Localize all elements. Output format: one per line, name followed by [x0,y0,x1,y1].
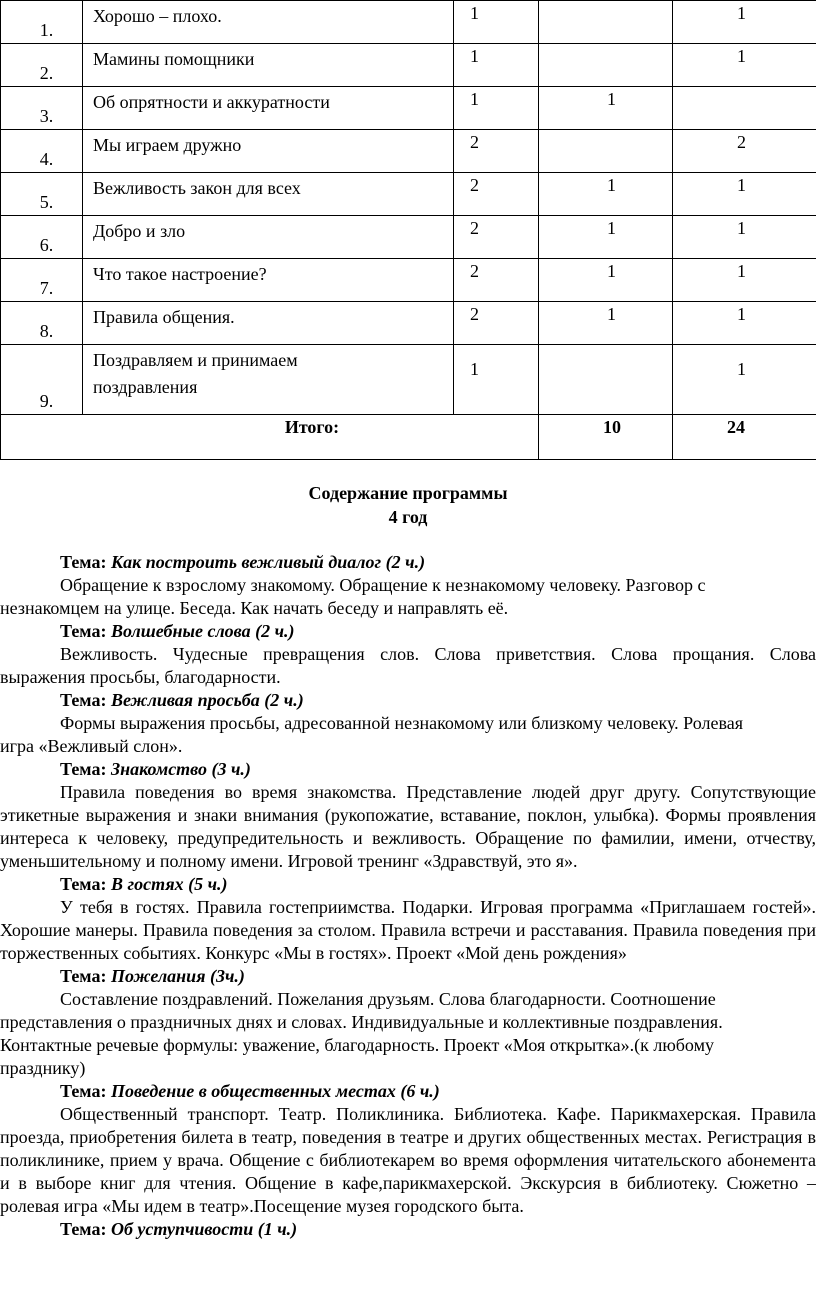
row-topic-cell [83,87,454,130]
row-number: 7. [39,278,54,298]
topic-prefix: Тема: [60,874,107,894]
topic-heading [0,1080,816,1103]
row-number-cell [1,259,83,302]
row-col4-cell [539,173,673,216]
row-col4-cell [539,302,673,345]
row-topic-line: Мы играем дружно [93,135,242,155]
topic-title: Пожелания (3ч.) [110,966,245,986]
row-col3-cell [454,345,539,415]
topic-title: Волшебные слова (2 ч.) [110,621,295,641]
row-col3-value: 2 [470,304,479,324]
row-col3-value: 2 [470,132,479,152]
topic-description-line: Формы выражения просьбы, адресованной незнакомому или близкому человеку. Ролевая [60,713,743,733]
row-topic-cell [83,345,454,415]
row-number-cell [1,216,83,259]
row-number-cell [1,173,83,216]
total-label-cell [1,415,539,460]
total-col5: 24 [727,417,745,437]
table-row [1,259,816,302]
program-table [0,0,816,460]
topic-description: Общественный транспорт. Театр. Поликлиника. Библиотека. Кафе. Парикмахерская. Правила проезда, приобретения билета в театр, поведения в театре и других общественных местах. Регистрация в поликлинике, прием у врача. Общение с библиотекарем во время оформления читательского абонемента и в выборе книг для чтения. Общение в кафе,парикмахерской. Экскурсия в библиотеку. Сюжетно – ролевая игра «Мы идем в театр».Посещение музея городского быта. [0,1104,816,1216]
total-col4-cell [539,415,673,460]
content-subheading: 4 год [388,507,428,527]
topic-description-line: представления о праздничных днях и словах. Индивидуальные и коллективные поздравления. [0,1012,723,1032]
topic-heading [0,551,816,574]
row-col5-value: 1 [737,218,746,238]
row-col3-cell [454,216,539,259]
row-topic-line: Хорошо – плохо. [93,6,222,26]
topic-prefix: Тема: [60,1219,107,1239]
topic-description: У тебя в гостях. Правила гостеприимства. Подарки. Игровая программа «Приглашаем гостей». Хорошие манеры. Правила поведения за столом. Правила встречи и расставания. Правила поведения при торжественных событиях. Конкурс «Мы в гостях». Проект «Мой день рождения» [0,897,816,963]
topic-heading [0,689,816,712]
row-col4-cell [539,44,673,87]
row-col3-cell [454,302,539,345]
row-number: 5. [39,192,54,212]
row-topic-cell [83,259,454,302]
row-topic-cell [83,1,454,44]
row-number: 2. [39,63,54,83]
row-col4-value: 1 [607,261,616,281]
row-col4-value: 1 [607,218,616,238]
topic-heading [0,873,816,896]
row-number-cell [1,44,83,87]
content-heading: Содержание программы [308,483,508,503]
row-col4-cell [539,345,673,415]
row-col5-cell [673,87,816,130]
row-col5-value: 1 [737,175,746,195]
total-col4: 10 [603,417,621,437]
row-col3-cell [454,259,539,302]
row-col5-cell [673,44,816,87]
row-col3-value: 2 [470,175,479,195]
row-number: 4. [39,149,54,169]
topic-title: Как построить вежливый диалог (2 ч.) [110,552,426,572]
topic-heading [0,1218,816,1241]
row-col4-cell [539,87,673,130]
row-topic-cell [83,44,454,87]
topic-prefix: Тема: [60,966,107,986]
topic-prefix: Тема: [60,759,107,779]
row-col4-cell [539,259,673,302]
row-topic-cell [83,173,454,216]
row-col3-value: 2 [470,218,479,238]
topic-prefix: Тема: [60,621,107,641]
row-topic-line: Что такое настроение? [93,264,267,284]
topic-heading [0,758,816,781]
topic-prefix: Тема: [60,1081,107,1101]
table-total-row [1,415,816,460]
row-col3-cell [454,1,539,44]
row-topic-line: Вежливость закон для всех [93,178,301,198]
topic-description-line: Составление поздравлений. Пожелания друзьям. Слова благодарности. Соотношение [60,989,716,1009]
row-number: 8. [39,321,54,341]
row-number-cell [1,1,83,44]
row-col3-value: 1 [470,46,479,66]
sections-list [0,551,816,1241]
topic-description: Правила поведения во время знакомства. Представление людей друг другу. Сопутствующие этикетные выражения и знаки внимания (рукопожатие, вставание, поклон, улыбка). Формы проявления интереса к человеку, предупредительность и вежливость. Обращение по фамилии, имени, отчеству, уменьшительному и полному имени. Игровой тренинг «Здравствуй, это я». [0,782,816,871]
topic-description-line: Обращение к взрослому знакомому. Обращение к незнакомому человеку. Разговор с [60,575,706,595]
row-col4-value: 1 [607,89,616,109]
topic-description-line: игра «Вежливый слон». [0,736,183,756]
table-row [1,44,816,87]
row-col3-value: 1 [470,359,479,379]
row-topic-line: Добро и зло [93,221,186,241]
row-col5-value: 1 [737,261,746,281]
row-col4-value: 1 [607,175,616,195]
row-col5-value: 1 [737,3,746,23]
row-number-cell [1,345,83,415]
topic-heading [0,965,816,988]
row-topic-line: поздравления [93,377,198,397]
total-col5-cell [673,415,816,460]
spacer [0,529,816,551]
row-col3-cell [454,44,539,87]
row-col5-value: 1 [737,359,746,379]
row-topic-line: Об опрятности и аккуратности [93,92,330,112]
row-topic-cell [83,302,454,345]
row-number: 6. [39,235,54,255]
topic-description-line: незнакомцем на улице. Беседа. Как начать беседу и направлять её. [0,598,509,618]
total-label: Итого: [284,417,340,437]
row-col3-value: 2 [470,261,479,281]
row-col5-cell [673,1,816,44]
program-table-body [1,1,816,460]
topic-title: В гостях (5 ч.) [110,874,228,894]
row-col3-value: 1 [470,89,479,109]
topic-prefix: Тема: [60,552,107,572]
row-col3-value: 1 [470,3,479,23]
topic-title: Вежливая просьба (2 ч.) [110,690,304,710]
row-col5-cell [673,216,816,259]
row-col5-cell [673,345,816,415]
topic-heading [0,620,816,643]
row-number-cell [1,130,83,173]
row-number: 3. [39,106,54,126]
row-topic-line: Поздравляем и принимаем [93,350,298,370]
row-topic-cell [83,130,454,173]
table-row [1,216,816,259]
row-col4-cell [539,1,673,44]
table-row [1,302,816,345]
table-row [1,345,816,415]
topic-prefix: Тема: [60,690,107,710]
row-col4-value: 1 [607,304,616,324]
table-row [1,130,816,173]
row-topic-cell [83,216,454,259]
row-col5-value: 1 [737,304,746,324]
topic-description: Вежливость. Чудесные превращения слов. Слова приветствия. Слова прощания. Слова выражения просьбы, благодарности. [0,644,816,687]
program-content [0,481,816,1241]
row-number-cell [1,87,83,130]
row-number: 1. [39,20,54,40]
topic-description-line: Контактные речевые формулы: уважение, благодарность. Проект «Моя открытка».(к любому [0,1035,714,1055]
row-col3-cell [454,87,539,130]
row-col5-value: 1 [737,46,746,66]
table-row [1,173,816,216]
topic-title: Поведение в общественных местах (6 ч.) [110,1081,440,1101]
table-row [1,87,816,130]
row-col4-cell [539,216,673,259]
topic-title: Знакомство (3 ч.) [110,759,251,779]
row-col4-cell [539,130,673,173]
row-topic-line: Правила общения. [93,307,235,327]
row-number: 9. [39,391,54,411]
row-col5-cell [673,173,816,216]
row-col5-value: 2 [737,132,746,152]
topic-title: Об уступчивости (1 ч.) [110,1219,298,1239]
row-col5-cell [673,302,816,345]
row-topic-line: Мамины помощники [93,49,255,69]
row-col3-cell [454,173,539,216]
table-row [1,1,816,44]
row-col3-cell [454,130,539,173]
row-col5-cell [673,130,816,173]
row-number-cell [1,302,83,345]
topic-description-line: празднику) [0,1058,86,1078]
row-col5-cell [673,259,816,302]
